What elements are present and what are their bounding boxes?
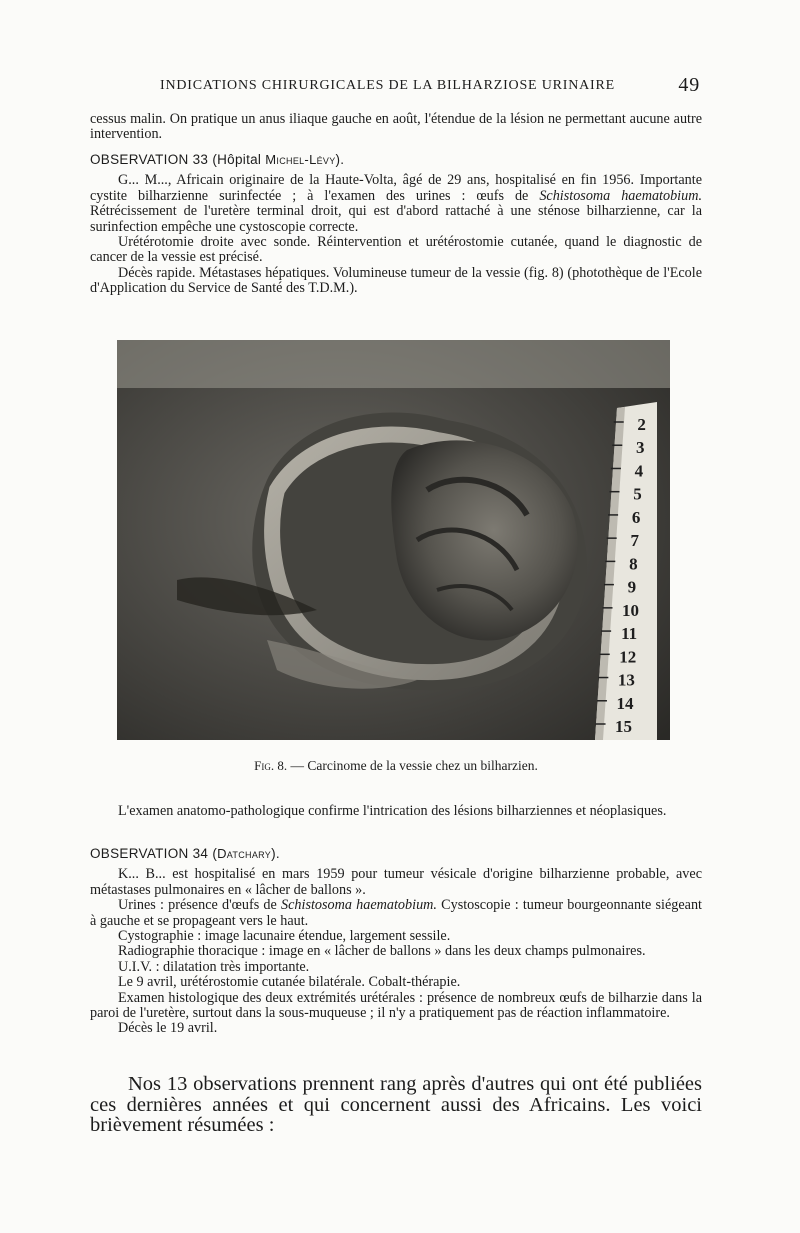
observation-34-paragraph-2: Urines : présence d'œufs de Schistosoma haematobium. Cystoscopie : tumeur bourgeonnante siégeant à gauche et se propageant vers le haut. [90,897,702,929]
observation-34-heading [90,846,702,861]
ruler-number: 11 [621,624,638,644]
intro-paragraph: cessus malin. On pratique un anus iliaque gauche en août, l'étendue de la lésion ne permettant aucune autre intervention. [90,111,702,143]
ruler-number: 4 [634,461,644,481]
observation-33-label: OBSERVATION 33 [90,152,209,167]
observation-34-paragraph-4: Radiographie thoracique : image en « lâcher de ballons » dans les deux champs pulmonaires. [118,943,646,960]
observation-34-paragraph-6: Le 9 avril, urétérostomie cutanée bilatérale. Cobalt-thérapie. [118,974,461,991]
observation-34 [90,846,702,1037]
observation-34-paragraph-7: Examen histologique des deux extrémités urétérales : présence de nombreux œufs de bilharzie dans la paroi de l'uretère, surtout dans la sous-muqueuse ; il n'y a pratiquement pas de réaction inflammatoire. [90,989,702,1022]
page-number: 49 [678,74,700,96]
observation-34-paragraph-3: Cystographie : image lacunaire étendue, largement sessile. [118,928,451,945]
figure-caption-text: — Carcinome de la vessie chez un bilharzien. [287,758,538,773]
ruler-number: 5 [633,484,642,504]
post-figure-block [90,804,702,819]
observation-34-label: OBSERVATION 34 [90,846,209,861]
ruler-number: 6 [631,507,641,527]
observation-34-source: (Datchary). [212,846,280,861]
observation-33-source: (Hôpital Michel-Lévy). [212,152,345,167]
ruler-number: 3 [636,438,645,458]
ruler-number: 14 [616,693,634,713]
observation-33-paragraph-3: Décès rapide. Métastases hépatiques. Volumineuse tumeur de la vessie (fig. 8) (photothèque de l'Ecole d'Application du Service de Santé des T.D.M.). [90,264,702,297]
figure-8-caption [90,758,702,774]
ruler-number: 8 [629,554,638,574]
observation-34-paragraph-8: Décès le 19 avril. [118,1020,218,1037]
observation-34-paragraph-1: K... B... est hospitalisé en mars 1959 pour tumeur vésicale d'origine bilharzienne probable, avec métastases pulmonaires en « lâcher de ballons ». [90,866,702,898]
post-figure-paragraph: L'examen anatomo-pathologique confirme l'intrication des lésions bilharziennes et néoplasiques. [118,803,667,819]
closing-paragraph [90,1074,702,1136]
species-name: Schistosoma haematobium. [539,187,702,204]
running-title: INDICATIONS CHIRURGICALES DE LA BILHARZIOSE URINAIRE [160,78,615,93]
ruler-number: 13 [617,670,635,690]
observation-33 [90,152,702,297]
figure-8-photograph [117,340,670,740]
ruler-number: 7 [630,531,639,551]
intro-block [90,112,702,143]
species-name: Schistosoma haematobium. [281,897,437,914]
tumor-photo-illustration [117,340,670,740]
ruler-number: 10 [622,600,640,620]
observation-33-paragraph-1: G... M..., Africain originaire de la Haute-Volta, âgé de 29 ans, hospitalisé en fin 1956. Importante cystite bilharzienne surinfectée ; à l'examen des urines : œufs de Schistosoma haematobium. Rétrécissement de l'uretère terminal droit, qui est d'abord rattaché à une sténose bilharzienne, car la surinfection empêche une cystoscopie correcte. [90,172,702,235]
observation-34-paragraph-5: U.I.V. : dilatation très importante. [118,958,310,975]
figure-label: Fig. 8. [254,758,288,773]
ruler-number: 12 [619,647,637,667]
observation-33-heading [90,152,702,167]
closing-text: Nos 13 observations prennent rang après d'autres qui ont été publiées ces dernières années et qui concernent aussi des Africains. Les voici brièvement résumées : [90,1073,702,1136]
running-header [90,76,702,98]
ruler-number: 2 [637,415,646,434]
ruler-number: 9 [627,577,637,597]
observation-33-paragraph-2: Urétérotomie droite avec sonde. Réintervention et urétérostomie cutanée, quand le diagnostic de cancer de la vessie est précisé. [90,234,702,266]
ruler-number: 15 [615,717,633,736]
